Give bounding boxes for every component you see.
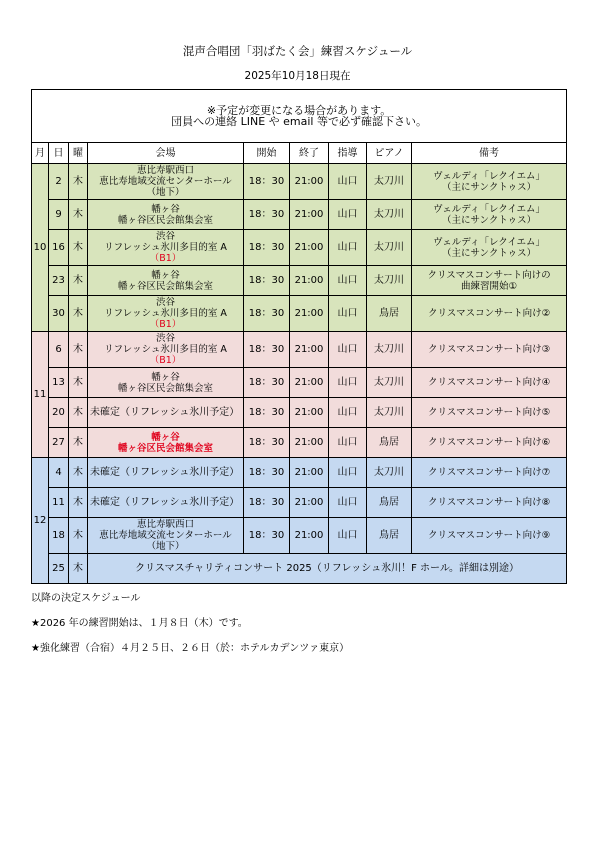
remarks-cell: クリスマスコンサート向け⑤ [412, 398, 567, 428]
venue-cell [88, 164, 244, 200]
remarks-cell: クリスマスコンサート向け② [412, 296, 567, 332]
as-of-date: 2025年10月18日現在 [244, 70, 351, 82]
start-cell: 18：30 [244, 428, 290, 458]
conductor-cell: 山口 [329, 518, 367, 554]
venue-line: リフレッシュ氷川多目的室 A [104, 308, 227, 319]
end-cell: 21:00 [290, 164, 329, 200]
header-month: 月 [32, 143, 49, 164]
notice-box [32, 90, 567, 143]
day-cell: 25 [49, 554, 69, 584]
piano-cell: 太刀川 [367, 266, 412, 296]
table-row [32, 296, 567, 332]
table-row [32, 458, 567, 488]
conductor-cell: 山口 [329, 398, 367, 428]
venue-line: 恵比寿地域交流センターホール [99, 530, 232, 541]
remark-line: ヴェルディ「レクイエム」 [433, 203, 545, 215]
remark-line: クリスマスコンサート向けの [427, 269, 551, 281]
remarks-cell: クリスマスコンサート向け③ [412, 332, 567, 368]
notice-line-2: 団員への連絡 LINE や email 等で必ず確認下さい。 [171, 115, 427, 128]
table-row [32, 266, 567, 296]
venue-cell-highlighted [88, 428, 244, 458]
venue-line: 渋谷 [155, 333, 175, 344]
day-cell: 20 [49, 398, 69, 428]
piano-cell: 鳥居 [367, 296, 412, 332]
remarks-cell: クリスマスコンサート向け⑦ [412, 458, 567, 488]
remarks-cell [412, 164, 567, 200]
weekday-cell: 木 [69, 428, 88, 458]
venue-cell [88, 518, 244, 554]
conductor-cell: 山口 [329, 368, 367, 398]
remark-line: ヴェルディ「レクイエム」 [433, 236, 545, 248]
venue-cell: 未確定（リフレッシュ氷川予定） [88, 488, 244, 518]
venue-cell [88, 296, 244, 332]
venue-line: 幡ヶ谷区民会館集会室 [117, 214, 213, 226]
venue-cell [88, 230, 244, 266]
table-row [32, 518, 567, 554]
table-row [32, 230, 567, 266]
venue-cell [88, 266, 244, 296]
header-remarks: 備考 [412, 143, 567, 164]
start-cell: 18：30 [244, 332, 290, 368]
table-row [32, 368, 567, 398]
start-cell: 18：30 [244, 518, 290, 554]
weekday-cell: 木 [69, 332, 88, 368]
venue-line: リフレッシュ氷川多目的室 A [104, 242, 227, 253]
header-venue: 会場 [88, 143, 244, 164]
weekday-cell: 木 [69, 458, 88, 488]
venue-line: 幡ヶ谷 [151, 431, 180, 443]
end-cell: 21:00 [290, 518, 329, 554]
weekday-cell: 木 [69, 164, 88, 200]
document-title: 混声合唱団「羽ばたく会」練習スケジュール [182, 44, 413, 58]
concert-event-cell: クリスマスチャリティコンサート 2025（リフレッシュ氷川！F ホール。詳細は別途） [88, 554, 567, 584]
start-cell: 18：30 [244, 296, 290, 332]
venue-floor-note: （B1） [149, 319, 182, 330]
venue-line: 恵比寿駅西口 [136, 519, 194, 530]
remarks-cell: クリスマスコンサート向け⑧ [412, 488, 567, 518]
conductor-cell: 山口 [329, 296, 367, 332]
remarks-cell [412, 200, 567, 230]
start-cell: 18：30 [244, 458, 290, 488]
venue-line: 幡ヶ谷 [151, 203, 180, 215]
remarks-cell: クリスマスコンサート向け④ [412, 368, 567, 398]
day-cell: 30 [49, 296, 69, 332]
weekday-cell: 木 [69, 200, 88, 230]
header-weekday: 曜 [69, 143, 88, 164]
footer-heading: 以降の決定スケジュール [31, 593, 141, 604]
start-cell: 18：30 [244, 368, 290, 398]
weekday-cell: 木 [69, 398, 88, 428]
table-row [32, 398, 567, 428]
end-cell: 21:00 [290, 458, 329, 488]
remark-line: 曲練習開始① [461, 280, 518, 292]
start-cell: 18：30 [244, 164, 290, 200]
venue-floor-note: （B1） [149, 355, 182, 366]
start-cell: 18：30 [244, 230, 290, 266]
header-piano: ピアノ [367, 143, 412, 164]
venue-line: 幡ヶ谷区民会館集会室 [117, 280, 213, 292]
venue-line: 幡ヶ谷区民会館集会室 [117, 382, 213, 394]
table-row [32, 332, 567, 368]
conductor-cell: 山口 [329, 428, 367, 458]
piano-cell: 太刀川 [367, 368, 412, 398]
footer-line-1: ★2026 年の練習開始は、１月８日（木）です。 [31, 618, 248, 629]
start-cell: 18：30 [244, 398, 290, 428]
footer-line-2: ★強化練習（合宿）４月２５日、２６日（於：ホテルカデンツァ東京） [31, 643, 350, 654]
header-conductor: 指導 [329, 143, 367, 164]
notice-line-1: ※予定が変更になる場合があります。 [206, 104, 392, 117]
venue-floor-note: （B1） [149, 253, 182, 264]
venue-cell [88, 368, 244, 398]
day-cell: 6 [49, 332, 69, 368]
venue-line: リフレッシュ氷川多目的室 A [104, 344, 227, 355]
conductor-cell: 山口 [329, 164, 367, 200]
start-cell: 18：30 [244, 200, 290, 230]
venue-line: 幡ヶ谷区民会館集会室 [117, 442, 213, 454]
venue-line: 恵比寿駅西口 [136, 165, 194, 176]
day-cell: 27 [49, 428, 69, 458]
remark-line: （主にサンクトゥス） [441, 181, 537, 193]
end-cell: 21:00 [290, 230, 329, 266]
venue-line: 渋谷 [155, 231, 175, 242]
start-cell: 18：30 [244, 488, 290, 518]
day-cell: 9 [49, 200, 69, 230]
weekday-cell: 木 [69, 368, 88, 398]
piano-cell: 鳥居 [367, 428, 412, 458]
remarks-cell: クリスマスコンサート向け⑨ [412, 518, 567, 554]
day-cell: 4 [49, 458, 69, 488]
piano-cell: 太刀川 [367, 332, 412, 368]
end-cell: 21:00 [290, 368, 329, 398]
weekday-cell: 木 [69, 296, 88, 332]
day-cell: 16 [49, 230, 69, 266]
weekday-cell: 木 [69, 554, 88, 584]
venue-line: 恵比寿地域交流センターホール [99, 176, 232, 187]
piano-cell: 太刀川 [367, 230, 412, 266]
table-row [32, 488, 567, 518]
remarks-cell [412, 266, 567, 296]
piano-cell: 太刀川 [367, 200, 412, 230]
remarks-cell: クリスマスコンサート向け⑥ [412, 428, 567, 458]
piano-cell: 太刀川 [367, 164, 412, 200]
table-row [32, 164, 567, 200]
table-row [32, 554, 567, 584]
conductor-cell: 山口 [329, 458, 367, 488]
day-cell: 23 [49, 266, 69, 296]
header-start: 開始 [244, 143, 290, 164]
schedule-table [31, 89, 567, 584]
end-cell: 21:00 [290, 332, 329, 368]
weekday-cell: 木 [69, 488, 88, 518]
end-cell: 21:00 [290, 200, 329, 230]
table-row [32, 428, 567, 458]
piano-cell: 鳥居 [367, 488, 412, 518]
conductor-cell: 山口 [329, 200, 367, 230]
venue-line: 幡ヶ谷 [151, 269, 180, 281]
month-cell-november: 11 [32, 332, 49, 458]
venue-line: （地下） [146, 187, 185, 198]
month-cell-december: 12 [32, 458, 49, 584]
weekday-cell: 木 [69, 518, 88, 554]
piano-cell: 太刀川 [367, 398, 412, 428]
start-cell: 18：30 [244, 266, 290, 296]
end-cell: 21:00 [290, 266, 329, 296]
table-row [32, 200, 567, 230]
header-day: 日 [49, 143, 69, 164]
remarks-cell [412, 230, 567, 266]
end-cell: 21:00 [290, 488, 329, 518]
venue-cell: 未確定（リフレッシュ氷川予定） [88, 398, 244, 428]
end-cell: 21:00 [290, 398, 329, 428]
header-end: 終了 [290, 143, 329, 164]
month-cell-october: 10 [32, 164, 49, 332]
conductor-cell: 山口 [329, 230, 367, 266]
conductor-cell: 山口 [329, 332, 367, 368]
remark-line: （主にサンクトゥス） [441, 214, 537, 226]
remark-line: （主にサンクトゥス） [441, 247, 537, 259]
venue-cell [88, 332, 244, 368]
venue-cell: 未確定（リフレッシュ氷川予定） [88, 458, 244, 488]
venue-line: 渋谷 [155, 297, 175, 308]
venue-cell [88, 200, 244, 230]
day-cell: 2 [49, 164, 69, 200]
weekday-cell: 木 [69, 230, 88, 266]
end-cell: 21:00 [290, 428, 329, 458]
venue-line: 幡ヶ谷 [151, 371, 180, 383]
remark-line: ヴェルディ「レクイエム」 [433, 170, 545, 182]
end-cell: 21:00 [290, 296, 329, 332]
day-cell: 13 [49, 368, 69, 398]
conductor-cell: 山口 [329, 266, 367, 296]
conductor-cell: 山口 [329, 488, 367, 518]
weekday-cell: 木 [69, 266, 88, 296]
piano-cell: 鳥居 [367, 518, 412, 554]
day-cell: 18 [49, 518, 69, 554]
piano-cell: 太刀川 [367, 458, 412, 488]
venue-line: （地下） [146, 541, 185, 552]
day-cell: 11 [49, 488, 69, 518]
